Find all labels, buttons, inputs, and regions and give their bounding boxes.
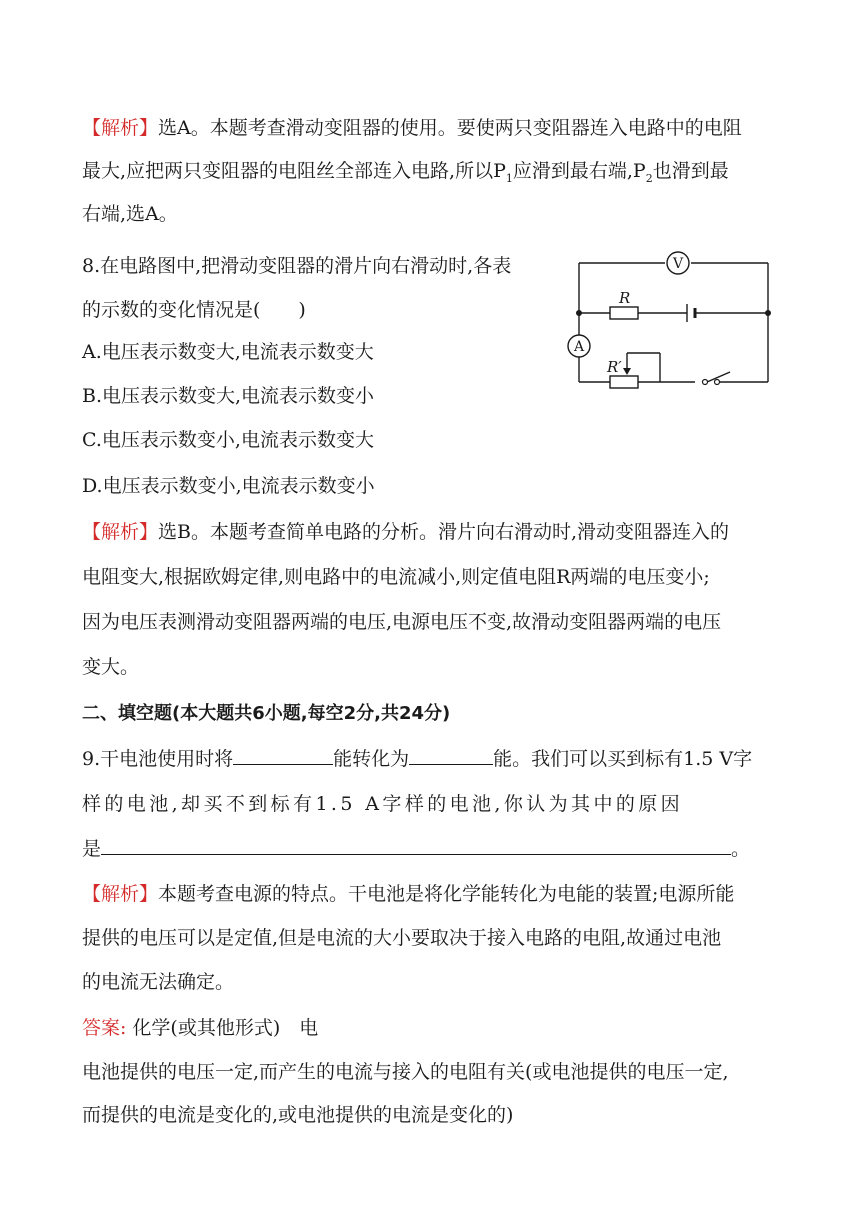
analysis-tag: 【解析】 <box>82 521 159 543</box>
analysis-text: 选B。本题考查简单电路的分析。滑片向右滑动时,滑动变阻器连入的 <box>158 521 730 543</box>
question-stem <box>82 792 683 816</box>
question-text: 能。我们可以买到标有1.5 V字 <box>493 748 753 770</box>
resistor-r <box>610 307 638 319</box>
answer-line <box>82 1103 513 1127</box>
option-text: D.电压表示数变小,电流表示数变小 <box>82 475 375 497</box>
analysis-text: 最大,应把两只变阻器的电阻丝全部连入电路,所以P <box>82 160 506 182</box>
analysis-text: 右端,选A。 <box>82 203 178 225</box>
analysis-text: 变大。 <box>82 656 140 678</box>
answer-text: 而提供的电流是变化的,或电池提供的电流是变化的) <box>82 1104 514 1126</box>
analysis-line <box>82 565 710 589</box>
analysis-text: 的电流无法确定。 <box>82 971 235 993</box>
option-text: B.电压表示数变大,电流表示数变小 <box>82 385 375 407</box>
section-heading-text: 二、填空题(本大题共6小题,每空2分,共24分) <box>82 703 451 724</box>
switch-contact <box>703 380 708 385</box>
analysis-text: 应滑到最右端,P <box>512 160 646 182</box>
switch-contact <box>715 380 720 385</box>
analysis-line <box>82 610 721 634</box>
analysis-text: 选A。本题考查滑动变阻器的使用。要使两只变阻器连入电路中的电阻 <box>158 117 742 139</box>
answer-blank[interactable] <box>101 836 731 855</box>
analysis-line <box>82 926 721 950</box>
answer-line <box>82 1016 318 1040</box>
option-a <box>82 340 374 364</box>
analysis-line <box>82 116 742 140</box>
answer-blank[interactable] <box>233 746 333 765</box>
analysis-line <box>82 655 139 679</box>
answer-line <box>82 1060 729 1084</box>
question-text: 8.在电路图中,把滑动变阻器的滑片向右滑动时,各表 <box>82 255 512 277</box>
section-heading <box>82 702 450 726</box>
answer-text: 化学(或其他形式) 电 <box>132 1017 319 1039</box>
question-text: 样的电池,却买不到标有1.5 A字样的电池,你认为其中的原因 <box>82 793 684 815</box>
question-text: 是 <box>82 838 102 860</box>
circuit-diagram <box>565 248 785 398</box>
analysis-line <box>82 202 178 226</box>
rheostat-label: R′ <box>607 358 622 376</box>
analysis-text: 也滑到最 <box>652 160 729 182</box>
analysis-tag: 【解析】 <box>82 883 159 905</box>
resistor-label: R <box>619 289 631 307</box>
ammeter-label: A <box>573 339 585 355</box>
question-text: 能转化为 <box>333 748 410 770</box>
slider-arrow-icon <box>623 368 631 375</box>
junction-dot <box>576 310 582 316</box>
analysis-line <box>82 970 234 994</box>
option-text: C.电压表示数变小,电流表示数变大 <box>82 429 374 451</box>
analysis-text: 本题考查电源的特点。干电池是将化学能转化为电能的装置;电源所能 <box>158 883 735 905</box>
voltmeter-label: V <box>672 256 684 272</box>
analysis-line <box>82 159 729 191</box>
subscript: 1 <box>505 171 513 185</box>
question-text: 9.干电池使用时将 <box>82 748 234 770</box>
option-d <box>82 474 375 498</box>
analysis-tag: 【解析】 <box>82 117 159 139</box>
junction-dot <box>765 310 771 316</box>
analysis-text: 电阻变大,根据欧姆定律,则电路中的电流减小,则定值电阻R两端的电压变小; <box>82 566 710 588</box>
analysis-line <box>82 520 729 544</box>
option-c <box>82 428 374 452</box>
question-stem <box>82 836 750 861</box>
question-stem <box>82 254 511 278</box>
question-text: 。 <box>731 838 751 860</box>
analysis-text: 提供的电压可以是定值,但是电流的大小要取决于接入电路的电阻,故通过电池 <box>82 927 722 949</box>
rheostat-body <box>610 376 638 388</box>
analysis-text: 因为电压表测滑动变阻器两端的电压,电源电压不变,故滑动变阻器两端的电压 <box>82 611 722 633</box>
analysis-line <box>82 882 734 906</box>
option-b <box>82 384 374 408</box>
question-stem <box>82 298 306 322</box>
subscript: 2 <box>645 171 653 185</box>
answer-blank[interactable] <box>409 746 493 765</box>
option-text: A.电压表示数变大,电流表示数变大 <box>82 341 374 363</box>
answer-tag: 答案: <box>82 1017 127 1039</box>
question-text: 的示数的变化情况是( ) <box>82 299 306 321</box>
answer-text: 电池提供的电压一定,而产生的电流与接入的电阻有关(或电池提供的电压一定, <box>82 1061 729 1083</box>
question-stem <box>82 746 752 771</box>
